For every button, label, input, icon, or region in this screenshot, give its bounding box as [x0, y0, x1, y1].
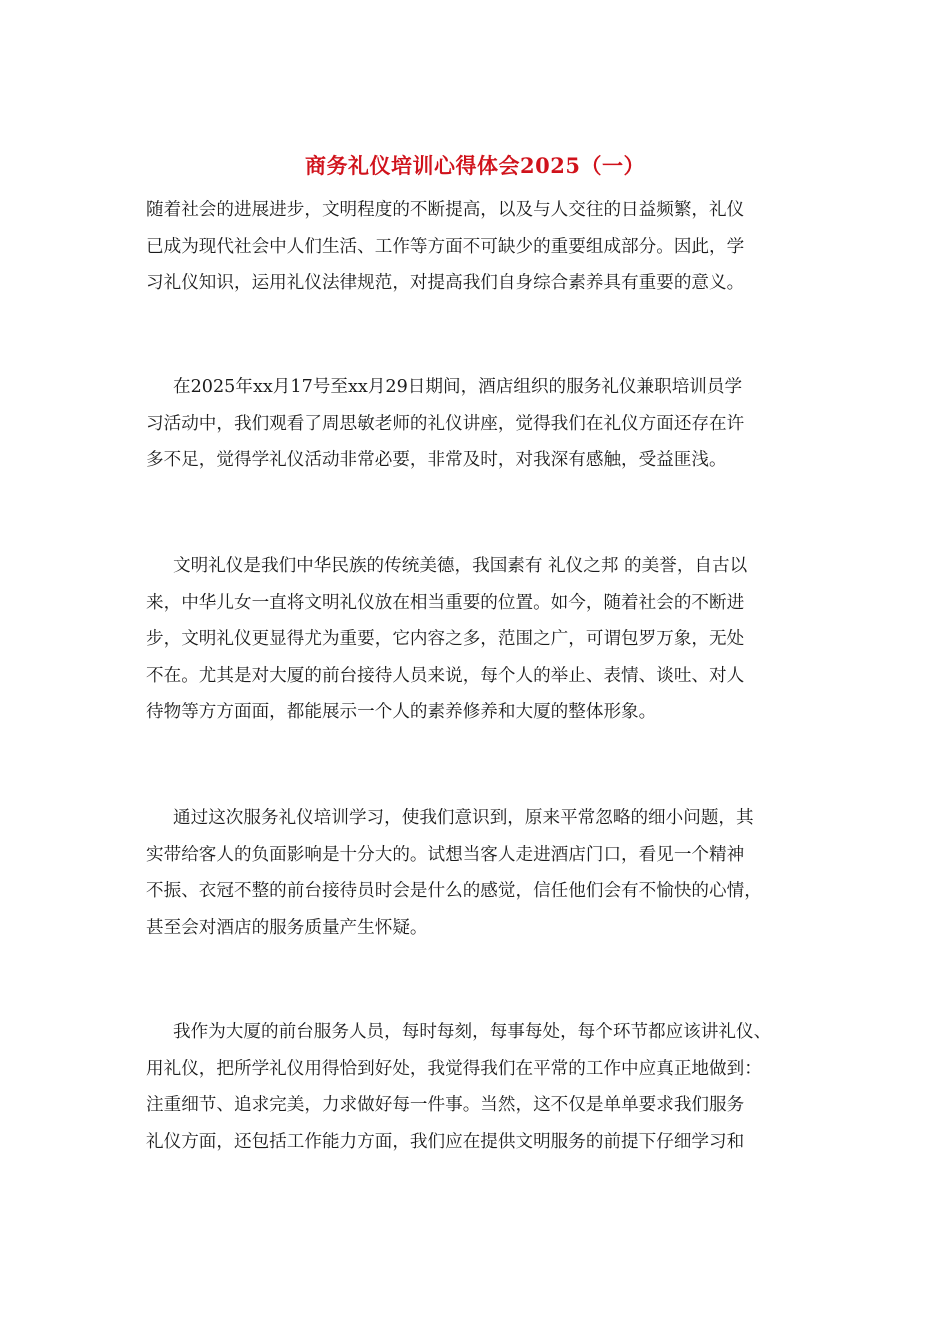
paragraph-line: 步，文明礼仪更显得尤为重要，它内容之多，范围之广，可谓包罗万象，无处 [146, 629, 745, 649]
paragraph-line: 习礼仪知识，运用礼仪法律规范，对提高我们自身综合素养具有重要的意义。 [146, 273, 745, 293]
paragraph-3 [146, 548, 846, 731]
paragraph-line: 习活动中，我们观看了周思敏老师的礼仪讲座，觉得我们在礼仪方面还存在许 [146, 413, 745, 434]
paragraph-5 [146, 1014, 846, 1160]
paragraph-line: 来，中华儿女一直将文明礼仪放在相当重要的位置。如今，随着社会的不断进 [146, 592, 745, 613]
paragraph-line: 通过这次服务礼仪培训学习，使我们意识到，原来平常忽略的细小问题，其 [173, 808, 754, 828]
paragraph-line: 待物等方方面面，都能展示一个人的素养修养和大厦的整体形象。 [146, 702, 657, 722]
paragraph-line: 我作为大厦的前台服务人员，每时每刻，每事每处，每个环节都应该讲礼仪、 [173, 1022, 772, 1042]
paragraph-1 [146, 192, 846, 302]
paragraph-line: 文明礼仪是我们中华民族的传统美德，我国素有 礼仪之邦 的美誉，自古以 [173, 556, 748, 576]
paragraph-line: 不在。尤其是对大厦的前台接待人员来说，每个人的举止、表情、谈吐、对人 [146, 665, 745, 686]
paragraph-2 [146, 369, 846, 479]
paragraph-line: 已成为现代社会中人们生活、工作等方面不可缺少的重要组成部分。因此，学 [146, 236, 745, 257]
paragraph-line: 不振、衣冠不整的前台接待员时会是什么的感觉，信任他们会有不愉快的心情， [146, 881, 762, 901]
paragraph-line: 礼仪方面，还包括工作能力方面，我们应在提供文明服务的前提下仔细学习和 [146, 1131, 745, 1152]
paragraph-line: 用礼仪，把所学礼仪用得恰到好处，我觉得我们在平常的工作中应真正地做到： [146, 1058, 762, 1079]
paragraph-line: 随着社会的进展进步，文明程度的不断提高，以及与人交往的日益频繁，礼仪 [146, 200, 745, 220]
paragraph-line: 在2025年xx月17号至xx月29日期间，酒店组织的服务礼仪兼职培训员学 [173, 377, 743, 397]
document-title: 商务礼仪培训心得体会2025（一） [305, 153, 645, 178]
paragraph-line: 多不足，觉得学礼仪活动非常必要，非常及时，对我深有感触，受益匪浅。 [146, 450, 727, 470]
paragraph-line: 注重细节、追求完美，力求做好每一件事。当然，这不仅是单单要求我们服务 [146, 1095, 745, 1115]
paragraph-line: 甚至会对酒店的服务质量产生怀疑。 [146, 917, 428, 938]
paragraph-4 [146, 800, 846, 946]
paragraph-line: 实带给客人的负面影响是十分大的。试想当客人走进酒店门口，看见一个精神 [146, 844, 745, 865]
